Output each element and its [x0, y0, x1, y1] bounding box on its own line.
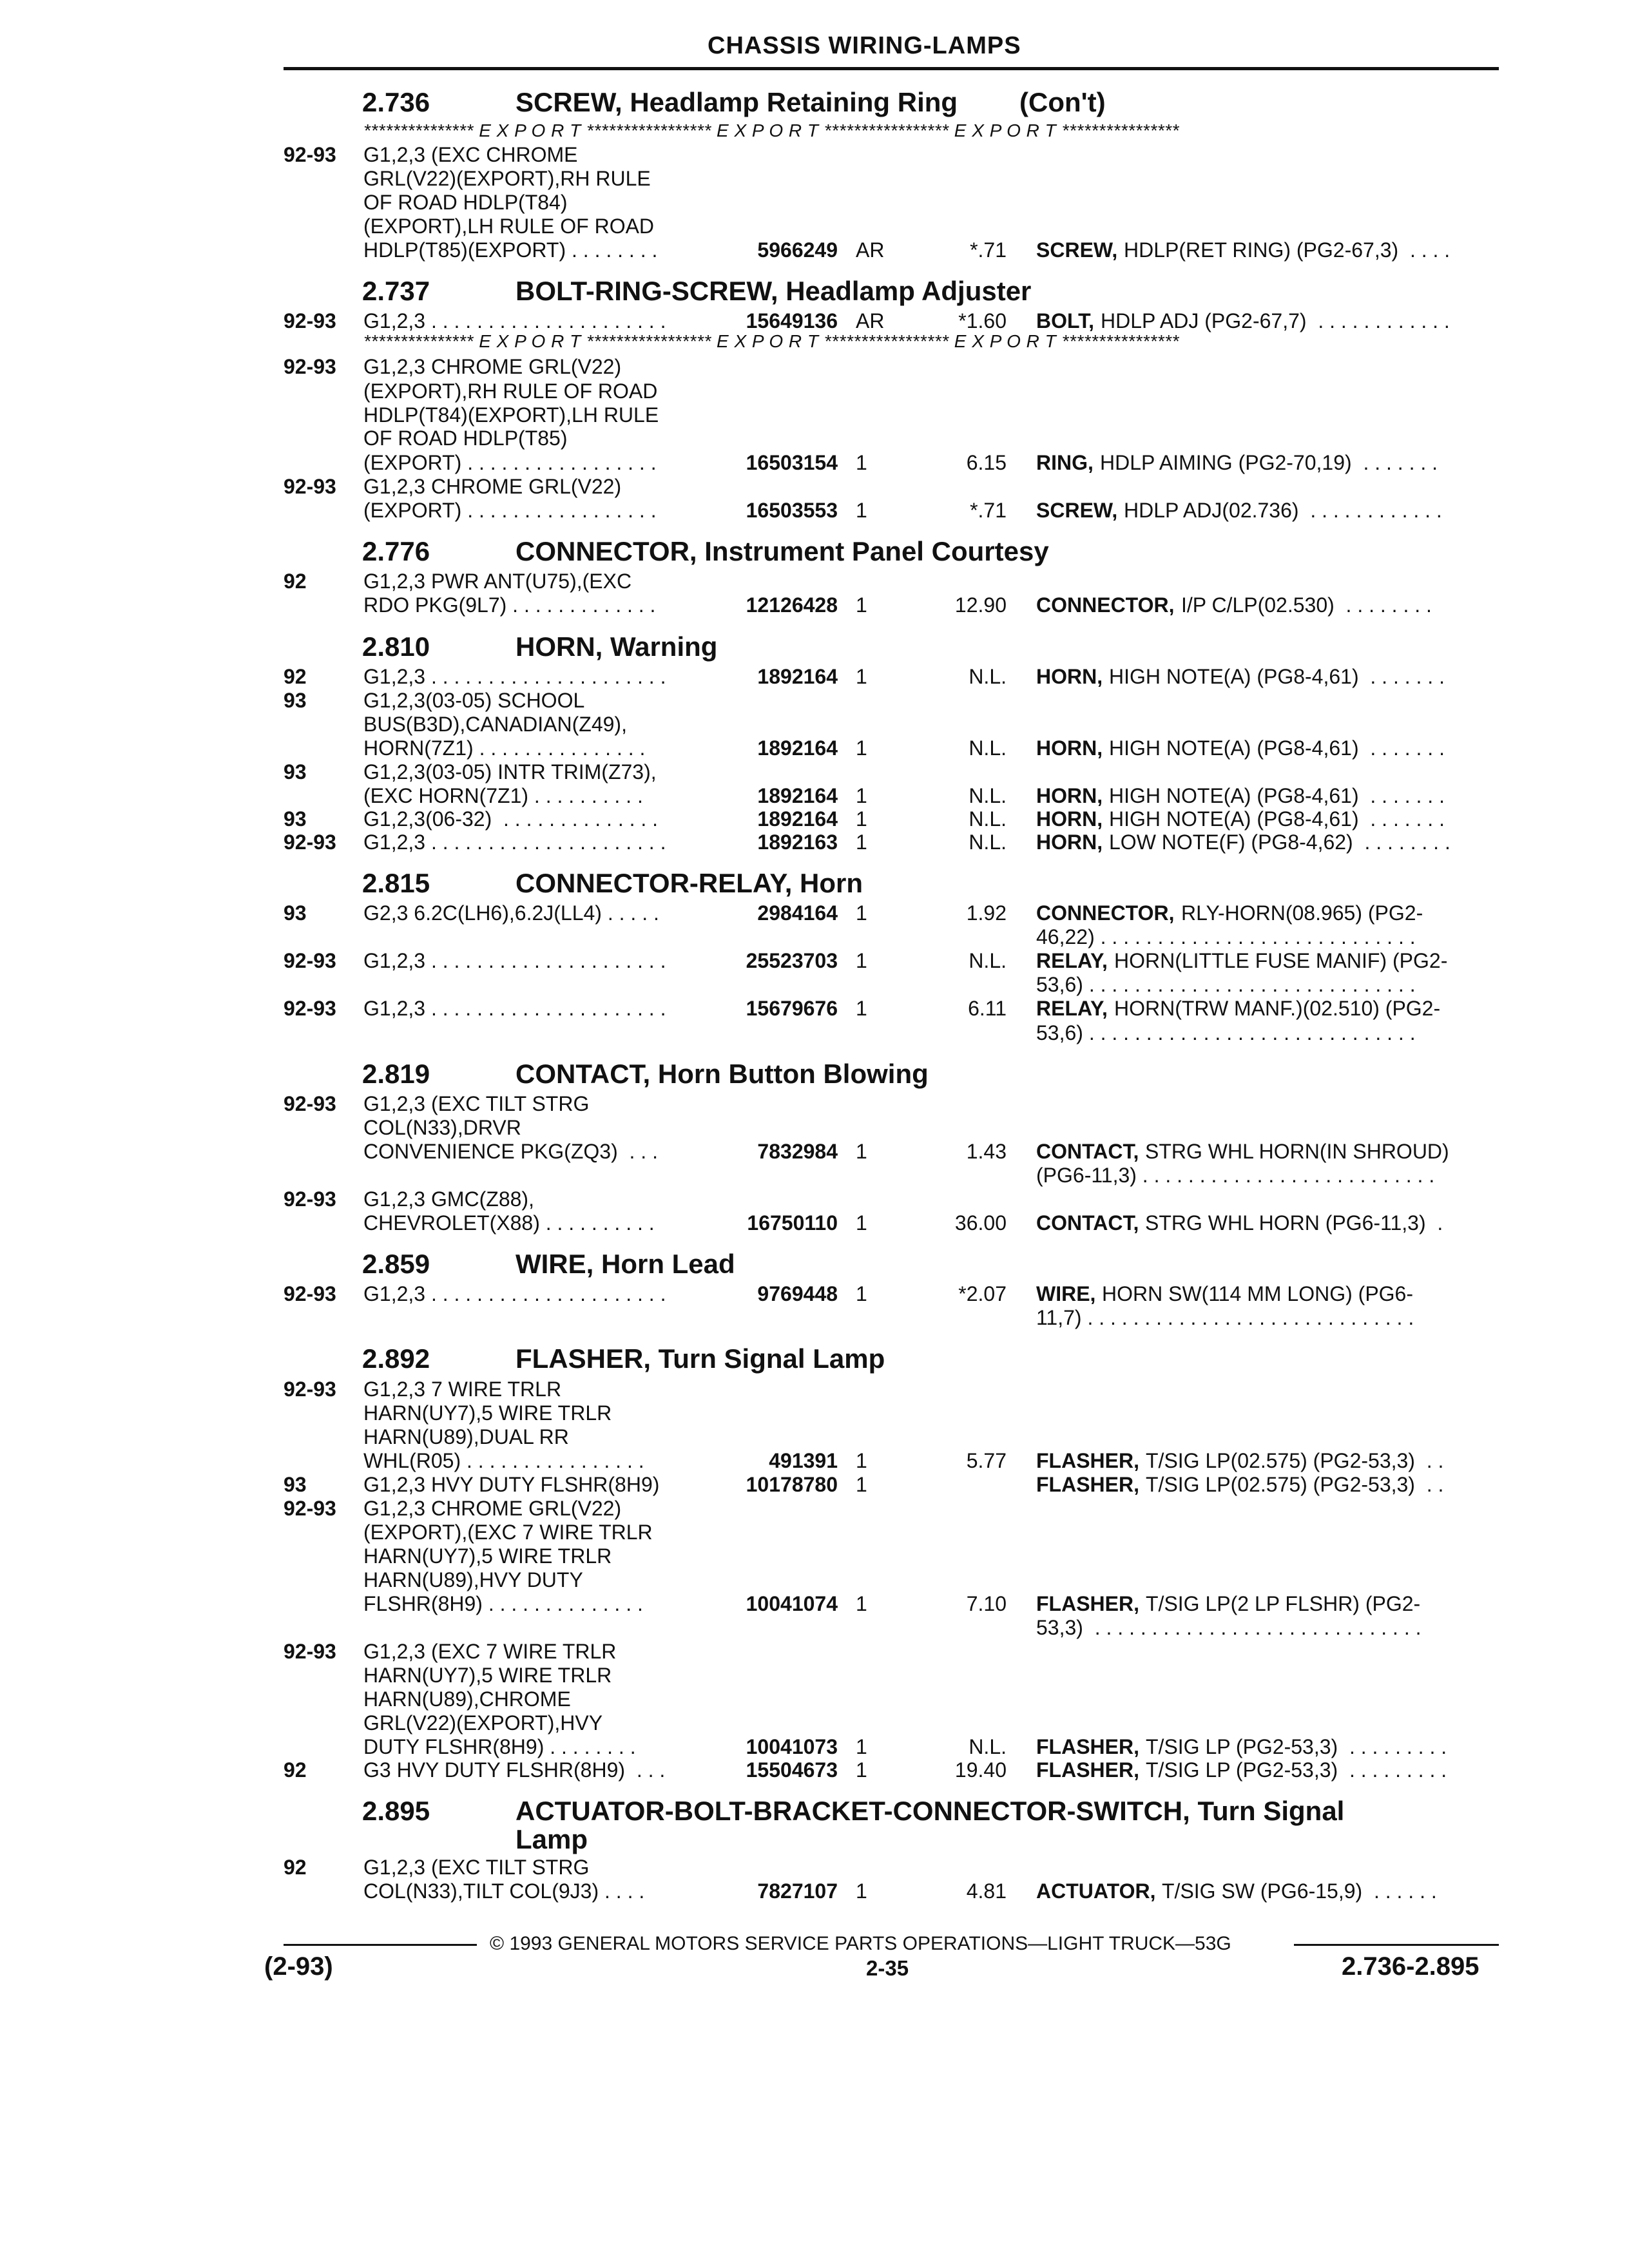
part-name: SCREW, [1036, 238, 1118, 262]
section-number: 2.810 [362, 631, 430, 662]
quantity: 1 [856, 1879, 867, 1903]
price: 12.90 [954, 593, 1007, 617]
page-header: CHASSIS WIRING-LAMPS [708, 32, 1021, 59]
usage-description: G1,2,3 . . . . . . . . . . . . . . . . . . . . . [363, 665, 666, 688]
part-name: HORN, [1036, 665, 1103, 688]
section-title: CONNECTOR-RELAY, Horn [516, 868, 863, 898]
model-year: 92-93 [284, 1378, 336, 1401]
usage-description: HDLP(T84)(EXPORT),LH RULE [363, 403, 659, 427]
price: N.L. [969, 1735, 1007, 1758]
quantity: 1 [856, 1140, 867, 1163]
part-name-detail: HDLP ADJ (PG2-67,7) . . . . . . . . . . . . [1101, 309, 1450, 332]
usage-description: OF ROAD HDLP(T85) [363, 427, 568, 450]
part-number: 1892164 [757, 784, 838, 807]
model-year: 92-93 [284, 997, 336, 1020]
part-name-detail: HDLP ADJ(02.736) . . . . . . . . . . . . [1124, 499, 1442, 522]
usage-description: HDLP(T85)(EXPORT) . . . . . . . . [363, 238, 658, 262]
part-name-detail: HIGH NOTE(A) (PG8-4,61) . . . . . . . [1109, 665, 1445, 688]
model-year: 92-93 [284, 1497, 336, 1520]
section-number: 2.736 [362, 87, 430, 117]
usage-description: HARN(UY7),5 WIRE TRLR [363, 1401, 612, 1425]
part-name-detail: T/SIG LP(02.575) (PG2-53,3) . . [1146, 1449, 1444, 1472]
usage-description: HARN(UY7),5 WIRE TRLR [363, 1544, 612, 1568]
usage-description: G3 HVY DUTY FLSHR(8H9) . . . [363, 1758, 666, 1782]
usage-description: G1,2,3 . . . . . . . . . . . . . . . . . . . . . [363, 831, 666, 854]
part-number: 1892164 [757, 807, 838, 831]
model-year: 92-93 [284, 309, 336, 332]
usage-description: G1,2,3 (EXC TILT STRG [363, 1092, 590, 1115]
usage-description: G1,2,3 . . . . . . . . . . . . . . . . . . . . . [363, 949, 666, 972]
price: 6.15 [966, 451, 1007, 474]
usage-description: (EXPORT) . . . . . . . . . . . . . . . . . [363, 499, 657, 522]
model-year: 92-93 [284, 475, 336, 498]
part-name: RELAY, [1036, 949, 1108, 972]
usage-description: G1,2,3 CHROME GRL(V22) [363, 475, 622, 498]
part-name-continued: (PG6-11,3) . . . . . . . . . . . . . . . . . . . . . . . . . . [1036, 1164, 1435, 1187]
part-name-detail: HIGH NOTE(A) (PG8-4,61) . . . . . . . [1109, 736, 1445, 760]
part-name: CONTACT, [1036, 1140, 1139, 1163]
usage-description: G1,2,3 . . . . . . . . . . . . . . . . . . . . . [363, 997, 666, 1020]
price: 1.43 [966, 1140, 1007, 1163]
section-continued: (Con't) [1019, 87, 1106, 117]
part-number: 491391 [769, 1449, 838, 1472]
usage-description: CHEVROLET(X88) . . . . . . . . . . [363, 1211, 655, 1235]
quantity: 1 [856, 807, 867, 831]
quantity: 1 [856, 451, 867, 474]
usage-description: DUTY FLSHR(8H9) . . . . . . . . [363, 1735, 636, 1758]
price: *.71 [970, 499, 1007, 522]
section-number: 2.892 [362, 1343, 430, 1374]
quantity: AR [856, 309, 885, 332]
model-year: 92 [284, 1758, 307, 1782]
quantity: 1 [856, 1473, 867, 1496]
price: 5.77 [966, 1449, 1007, 1472]
model-year: 92-93 [284, 1187, 336, 1211]
part-number: 1892164 [757, 665, 838, 688]
date-code: (2-93) [264, 1952, 333, 1981]
part-number: 2984164 [757, 901, 838, 925]
quantity: 1 [856, 593, 867, 617]
part-number: 1892164 [757, 736, 838, 760]
part-name-detail: STRG WHL HORN(IN SHROUD) [1145, 1140, 1449, 1163]
usage-description: HARN(U89),HVY DUTY [363, 1568, 583, 1591]
part-name: HORN, [1036, 807, 1103, 831]
part-name-continued: 53,6) . . . . . . . . . . . . . . . . . . . . . . . . . . . . . [1036, 973, 1416, 996]
copyright-text: © 1993 GENERAL MOTORS SERVICE PARTS OPERATIONS—LIGHT TRUCK—53G [490, 1933, 1231, 1954]
usage-description: (EXPORT),(EXC 7 WIRE TRLR [363, 1521, 653, 1544]
model-year: 93 [284, 901, 307, 925]
part-name: RELAY, [1036, 997, 1108, 1020]
part-name-detail: T/SIG LP(02.575) (PG2-53,3) . . [1146, 1473, 1444, 1496]
usage-description: RDO PKG(9L7) . . . . . . . . . . . . . [363, 593, 656, 617]
footer-rule-left [284, 1944, 477, 1946]
price: *2.07 [958, 1282, 1007, 1305]
part-name: FLASHER, [1036, 1473, 1139, 1496]
model-year: 92 [284, 665, 307, 688]
part-number: 7827107 [757, 1879, 838, 1903]
section-title: HORN, Warning [516, 631, 718, 662]
part-name-continued: 53,6) . . . . . . . . . . . . . . . . . . . . . . . . . . . . . [1036, 1021, 1416, 1044]
section-title: CONNECTOR, Instrument Panel Courtesy [516, 536, 1049, 566]
usage-description: OF ROAD HDLP(T84) [363, 191, 568, 214]
usage-description: COL(N33),DRVR [363, 1116, 521, 1139]
usage-description: (EXC HORN(7Z1) . . . . . . . . . . [363, 784, 643, 807]
model-year: 92-93 [284, 1640, 336, 1663]
model-year: 92 [284, 1856, 307, 1879]
usage-description: GRL(V22)(EXPORT),RH RULE [363, 167, 651, 190]
part-name: BOLT, [1036, 309, 1095, 332]
part-number: 16503154 [746, 451, 838, 474]
quantity: 1 [856, 1592, 867, 1615]
part-number: 10041074 [746, 1592, 838, 1615]
quantity: 1 [856, 1735, 867, 1758]
section-range: 2.736-2.895 [1342, 1952, 1480, 1981]
model-year: 92 [284, 570, 307, 593]
model-year: 92-93 [284, 949, 336, 972]
part-name: HORN, [1036, 784, 1103, 807]
price: *.71 [970, 238, 1007, 262]
section-title: ACTUATOR-BOLT-BRACKET-CONNECTOR-SWITCH, Turn Signal [516, 1796, 1345, 1826]
model-year: 92-93 [284, 1092, 336, 1115]
part-number: 12126428 [746, 593, 838, 617]
price: 36.00 [954, 1211, 1007, 1235]
section-title: BOLT-RING-SCREW, Headlamp Adjuster [516, 276, 1032, 306]
usage-description: G1,2,3 (EXC 7 WIRE TRLR [363, 1640, 617, 1663]
header-rule [284, 67, 1499, 70]
price: N.L. [969, 949, 1007, 972]
usage-description: HARN(UY7),5 WIRE TRLR [363, 1664, 612, 1687]
section-title: SCREW, Headlamp Retaining Ring [516, 87, 958, 117]
price: *1.60 [958, 309, 1007, 332]
usage-description: HORN(7Z1) . . . . . . . . . . . . . . . [363, 736, 646, 760]
part-name-detail: HIGH NOTE(A) (PG8-4,61) . . . . . . . [1109, 807, 1445, 831]
quantity: 1 [856, 901, 867, 925]
quantity: AR [856, 238, 885, 262]
export-banner: *************** E X P O R T ***************** E X P O R T ***************** E X P O R T **************** [363, 120, 1179, 140]
part-name-detail: T/SIG LP (PG2-53,3) . . . . . . . . . [1146, 1735, 1447, 1758]
part-name-detail: HORN(LITTLE FUSE MANIF) (PG2- [1114, 949, 1448, 972]
price: N.L. [969, 807, 1007, 831]
usage-description: HARN(U89),CHROME [363, 1687, 571, 1711]
usage-description: (EXPORT) . . . . . . . . . . . . . . . . . [363, 451, 657, 474]
quantity: 1 [856, 831, 867, 854]
part-name: FLASHER, [1036, 1592, 1139, 1615]
part-number: 15649136 [746, 309, 838, 332]
section-number: 2.815 [362, 868, 430, 898]
section-number: 2.737 [362, 276, 430, 306]
part-name: HORN, [1036, 831, 1103, 854]
quantity: 1 [856, 784, 867, 807]
price: N.L. [969, 831, 1007, 854]
section-number: 2.859 [362, 1249, 430, 1279]
price: 6.11 [968, 997, 1007, 1020]
usage-description: FLSHR(8H9) . . . . . . . . . . . . . . [363, 1592, 643, 1615]
part-number: 9769448 [757, 1282, 838, 1305]
quantity: 1 [856, 499, 867, 522]
usage-description: COL(N33),TILT COL(9J3) . . . . [363, 1879, 645, 1903]
usage-description: G1,2,3(03-05) INTR TRIM(Z73), [363, 760, 657, 783]
model-year: 93 [284, 689, 307, 712]
model-year: 93 [284, 1473, 307, 1496]
usage-description: (EXPORT),LH RULE OF ROAD [363, 215, 655, 238]
usage-description: G1,2,3 . . . . . . . . . . . . . . . . . . . . . [363, 309, 666, 332]
price: 7.10 [966, 1592, 1007, 1615]
quantity: 1 [856, 1211, 867, 1235]
part-name: WIRE, [1036, 1282, 1096, 1305]
part-name: FLASHER, [1036, 1735, 1139, 1758]
quantity: 1 [856, 1449, 867, 1472]
price: 1.92 [966, 901, 1007, 925]
part-name-detail: LOW NOTE(F) (PG8-4,62) . . . . . . . . [1109, 831, 1451, 854]
usage-description: BUS(B3D),CANADIAN(Z49), [363, 713, 627, 736]
part-number: 15504673 [746, 1758, 838, 1782]
part-name-continued: 53,3) . . . . . . . . . . . . . . . . . . . . . . . . . . . . . [1036, 1616, 1422, 1639]
quantity: 1 [856, 997, 867, 1020]
model-year: 92-93 [284, 831, 336, 854]
part-name-continued: 46,22) . . . . . . . . . . . . . . . . . . . . . . . . . . . . [1036, 925, 1416, 948]
part-name: SCREW, [1036, 499, 1118, 522]
part-name: CONNECTOR, [1036, 593, 1175, 617]
model-year: 93 [284, 760, 307, 783]
part-name-detail: HORN(TRW MANF.)(02.510) (PG2- [1114, 997, 1441, 1020]
section-number: 2.819 [362, 1059, 430, 1089]
quantity: 1 [856, 665, 867, 688]
usage-description: G1,2,3(03-05) SCHOOL [363, 689, 585, 712]
usage-description: G1,2,3 GMC(Z88), [363, 1187, 534, 1211]
part-name-detail: T/SIG SW (PG6-15,9) . . . . . . [1162, 1879, 1437, 1903]
part-name-detail: T/SIG LP(2 LP FLSHR) (PG2- [1146, 1592, 1421, 1615]
quantity: 1 [856, 1758, 867, 1782]
usage-description: G2,3 6.2C(LH6),6.2J(LL4) . . . . . [363, 901, 659, 925]
part-number: 5966249 [757, 238, 838, 262]
part-name-detail: I/P C/LP(02.530) . . . . . . . . [1181, 593, 1432, 617]
section-number: 2.776 [362, 536, 430, 566]
model-year: 92-93 [284, 355, 336, 378]
section-title: FLASHER, Turn Signal Lamp [516, 1343, 885, 1374]
model-year: 93 [284, 807, 307, 831]
part-name: CONNECTOR, [1036, 901, 1175, 925]
part-name: FLASHER, [1036, 1758, 1139, 1782]
price: N.L. [969, 736, 1007, 760]
part-name-detail: STRG WHL HORN (PG6-11,3) . [1145, 1211, 1443, 1235]
price: 19.40 [954, 1758, 1007, 1782]
part-name-detail: HIGH NOTE(A) (PG8-4,61) . . . . . . . [1109, 784, 1445, 807]
part-name-detail: HDLP AIMING (PG2-70,19) . . . . . . . [1100, 451, 1438, 474]
usage-description: G1,2,3 CHROME GRL(V22) [363, 355, 622, 378]
usage-description: G1,2,3 HVY DUTY FLSHR(8H9) [363, 1473, 660, 1496]
part-number: 15679676 [746, 997, 838, 1020]
page-number: 2-35 [866, 1956, 909, 1980]
usage-description: G1,2,3 . . . . . . . . . . . . . . . . . . . . . [363, 1282, 666, 1305]
usage-description: G1,2,3(06-32) . . . . . . . . . . . . . . [363, 807, 659, 831]
part-name-continued: 11,7) . . . . . . . . . . . . . . . . . . . . . . . . . . . . . [1036, 1306, 1414, 1329]
part-number: 25523703 [746, 949, 838, 972]
quantity: 1 [856, 736, 867, 760]
usage-description: G1,2,3 PWR ANT(U75),(EXC [363, 570, 632, 593]
usage-description: CONVENIENCE PKG(ZQ3) . . . [363, 1140, 658, 1163]
part-number: 16503553 [746, 499, 838, 522]
price: 4.81 [966, 1879, 1007, 1903]
part-name-detail: T/SIG LP (PG2-53,3) . . . . . . . . . [1146, 1758, 1447, 1782]
usage-description: GRL(V22)(EXPORT),HVY [363, 1711, 603, 1735]
part-number: 7832984 [757, 1140, 838, 1163]
section-title: CONTACT, Horn Button Blowing [516, 1059, 929, 1089]
usage-description: G1,2,3 (EXC CHROME [363, 143, 578, 166]
footer-rule-right [1294, 1944, 1499, 1946]
usage-description: WHL(R05) . . . . . . . . . . . . . . . . [363, 1449, 644, 1472]
quantity: 1 [856, 1282, 867, 1305]
usage-description: G1,2,3 CHROME GRL(V22) [363, 1497, 622, 1520]
part-name-detail: RLY-HORN(08.965) (PG2- [1181, 901, 1423, 925]
part-number: 16750110 [747, 1211, 838, 1235]
part-name: HORN, [1036, 736, 1103, 760]
section-title: WIRE, Horn Lead [516, 1249, 735, 1279]
part-name: FLASHER, [1036, 1449, 1139, 1472]
part-number: 10041073 [746, 1735, 838, 1758]
model-year: 92-93 [284, 1282, 336, 1305]
section-title-line2: Lamp [516, 1824, 588, 1854]
usage-description: G1,2,3 (EXC TILT STRG [363, 1856, 590, 1879]
model-year: 92-93 [284, 143, 336, 166]
part-name-detail: HDLP(RET RING) (PG2-67,3) . . . . [1124, 238, 1451, 262]
part-name-detail: HORN SW(114 MM LONG) (PG6- [1102, 1282, 1413, 1305]
usage-description: HARN(U89),DUAL RR [363, 1425, 569, 1448]
part-name: ACTUATOR, [1036, 1879, 1156, 1903]
usage-description: (EXPORT),RH RULE OF ROAD [363, 380, 658, 403]
part-name: RING, [1036, 451, 1094, 474]
usage-description: G1,2,3 7 WIRE TRLR [363, 1378, 562, 1401]
price: N.L. [969, 665, 1007, 688]
export-banner: *************** E X P O R T ***************** E X P O R T ***************** E X P O R T **************** [363, 331, 1179, 351]
quantity: 1 [856, 949, 867, 972]
part-name: CONTACT, [1036, 1211, 1139, 1235]
price: N.L. [969, 784, 1007, 807]
part-number: 1892163 [757, 831, 838, 854]
part-number: 10178780 [746, 1473, 838, 1496]
section-number: 2.895 [362, 1796, 430, 1826]
